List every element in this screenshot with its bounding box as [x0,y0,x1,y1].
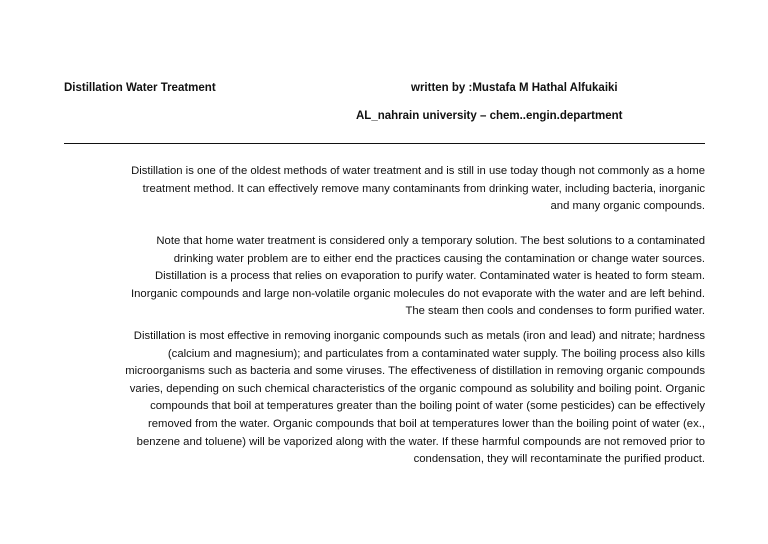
text-line: Distillation is one of the oldest methods of water treatment and is still in use today though not commonly as a home [131,165,705,177]
text-line: varies, depending on such chemical characteristics of the organic compound as solubility and boiling point. Organic [129,382,705,395]
text-line: condensation, they will recontaminate the purified product. [413,453,705,466]
header-divider [64,143,705,144]
text-line: microorganisms such as bacteria and some viruses. The effectiveness of distillation in removing organic compounds [125,365,705,378]
text-line: Distillation is most effective in removing inorganic compounds such as metals (iron and lead) and nitrate; hardness [133,330,705,342]
text-line: Distillation is a process that relies on evaporation to purify water. Contaminated water is heated to form steam. [154,270,705,283]
paragraph-process [64,233,705,321]
text-line: and many organic compounds. [550,200,705,213]
text-line: compounds that boil at temperatures greater than the boiling point of water (some pesticides) can be effectively [150,400,705,413]
author-line: written by :Mustafa M Hathal Alfukaiki [411,82,618,94]
paragraph-intro [64,163,705,216]
text-line: removed from the water. Organic compounds that boil at temperatures lower than the boiling point of water (ex., [148,417,705,430]
text-line: (calcium and magnesium); and particulates from a contaminated water supply. The boiling process also kills [167,347,705,360]
document-title: Distillation Water Treatment [64,82,216,94]
text-line: drinking water problem are to either end the practices causing the contamination or change water sources. [173,252,705,265]
text-line: Inorganic compounds and large non-volatile organic molecules do not evaporate with the water and are left behind. [131,287,705,300]
text-line: benzene and toluene) will be vaporized along with the water. If these harmful compounds are not removed prior to [136,435,705,448]
text-line: The steam then cools and condenses to form purified water. [405,305,705,318]
affiliation-line: AL_nahrain university – chem..engin.department [356,110,623,122]
paragraph-effectiveness [64,328,705,469]
text-line: Note that home water treatment is considered only a temporary solution. The best solutions to a contaminated [156,235,705,247]
text-line: treatment method. It can effectively remove many contaminants from drinking water, including bacteria, inorganic [142,182,705,195]
